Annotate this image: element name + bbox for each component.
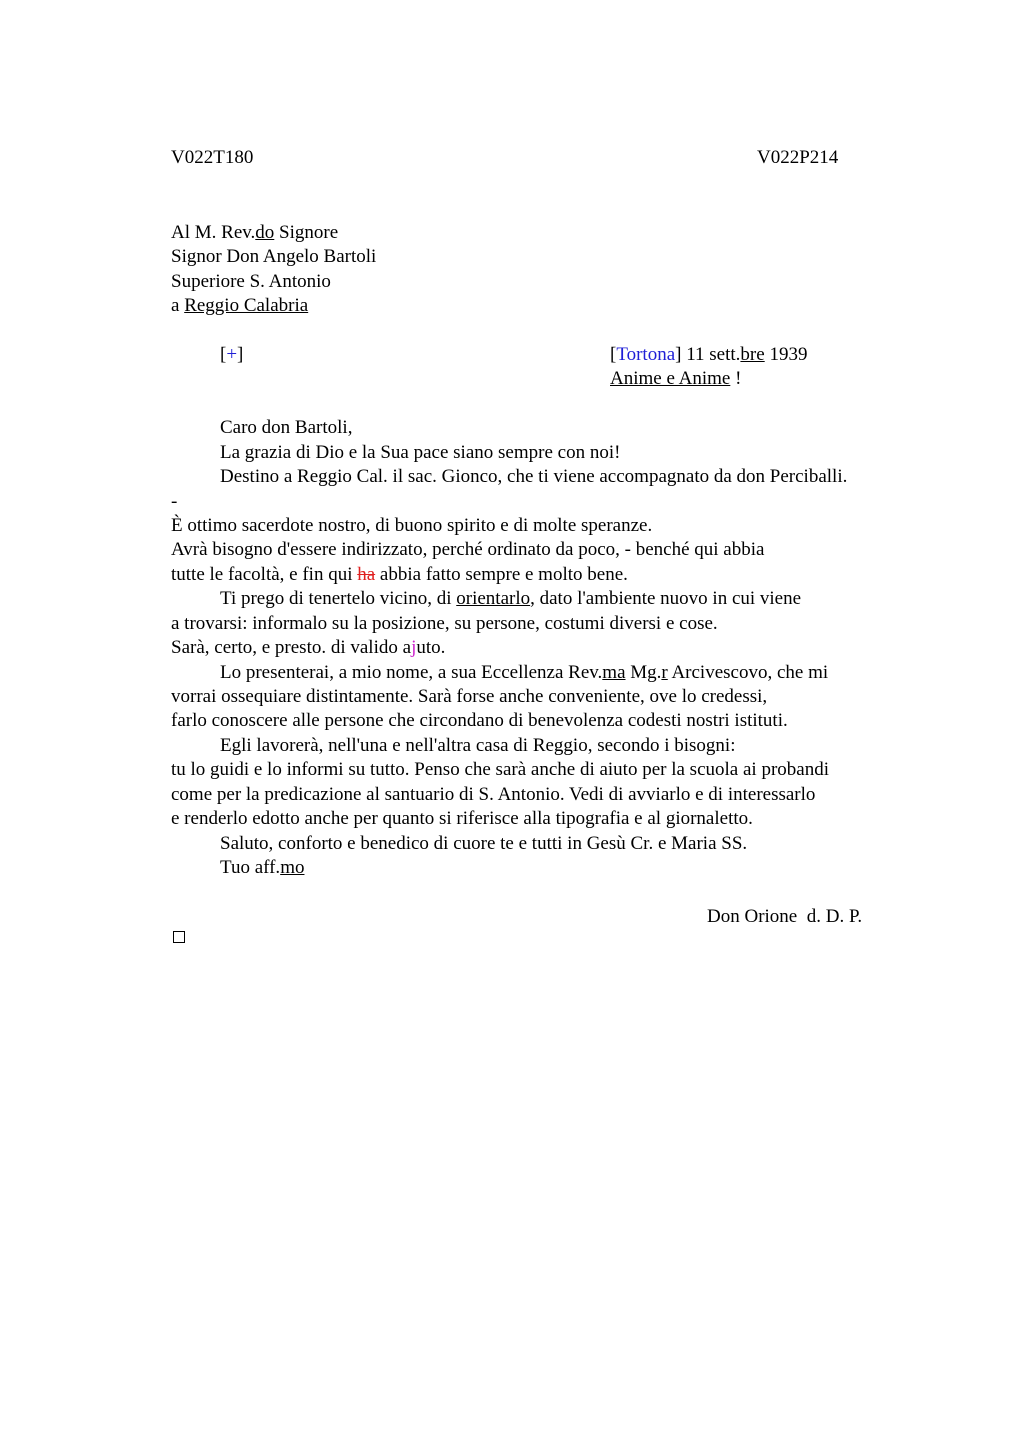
salutation: Caro don Bartoli, — [220, 417, 353, 438]
address-line-1: Al M. Rev.do Signore — [171, 222, 339, 243]
body-line: Saluto, conforto e benedico di cuore te e tutti in Gesù Cr. e Maria SS. — [220, 833, 748, 854]
address-line-3: Superiore S. Antonio — [171, 271, 331, 292]
document-code-right: V022P214 — [757, 147, 839, 168]
end-marker-box-icon — [173, 931, 185, 943]
cross-mark: [+] — [220, 344, 244, 365]
body-line: e renderlo edotto anche per quanto si riferisce alla tipografia e al giornaletto. — [171, 808, 753, 829]
body-line: farlo conoscere alle persone che circondano di benevolenza codesti nostri istituti. — [171, 710, 788, 731]
body-line: tutte le facoltà, e fin qui ha abbia fatto sempre e molto bene. — [171, 564, 628, 585]
signature: Don Orione d. D. P. — [707, 906, 863, 927]
cross-icon: + — [226, 344, 238, 365]
address-line-2: Signor Don Angelo Bartoli — [171, 246, 377, 267]
body-line: È ottimo sacerdote nostro, di buono spirito e di molte speranze. — [171, 515, 653, 536]
body-line: Ti prego di tenertelo vicino, di orientarlo, dato l'ambiente nuovo in cui viene — [220, 588, 802, 609]
document-code-left: V022T180 — [171, 147, 254, 168]
corrected-letter: j — [411, 637, 417, 658]
body-line: Lo presenterai, a mio nome, a sua Eccellenza Rev.ma Mg.r Arcivescovo, che mi — [220, 662, 829, 683]
body-line: Egli lavorerà, nell'una e nell'altra casa di Reggio, secondo i bisogni: — [220, 735, 736, 756]
body-line: La grazia di Dio e la Sua pace siano sempre con noi! — [220, 442, 621, 463]
motto: Anime e Anime ! — [610, 368, 742, 389]
place-date: [Tortona] 11 sett.bre 1939 — [610, 344, 808, 365]
body-line: tu lo guidi e lo informi su tutto. Penso che sarà anche di aiuto per la scuola ai probandi — [171, 759, 829, 780]
body-line: vorrai ossequiare distintamente. Sarà forse anche conveniente, ove lo credessi, — [171, 686, 768, 707]
body-line: a trovarsi: informalo su la posizione, su persone, costumi diversi e cose. — [171, 613, 718, 634]
closing: Tuo aff.mo — [220, 857, 305, 878]
body-line: come per la predicazione al santuario di S. Antonio. Vedi di avviarlo e di interessarlo — [171, 784, 816, 805]
body-line: Sarà, certo, e presto. di valido ajuto. — [171, 637, 446, 658]
struck-word: ha — [357, 564, 376, 585]
body-line: Avrà bisogno d'essere indirizzato, perché ordinato da poco, - benché qui abbia — [171, 539, 765, 560]
address-line-4: a Reggio Calabria — [171, 295, 309, 316]
body-line: Destino a Reggio Cal. il sac. Gionco, che ti viene accompagnato da don Perciballi. — [220, 466, 848, 487]
body-line: - — [171, 491, 178, 512]
